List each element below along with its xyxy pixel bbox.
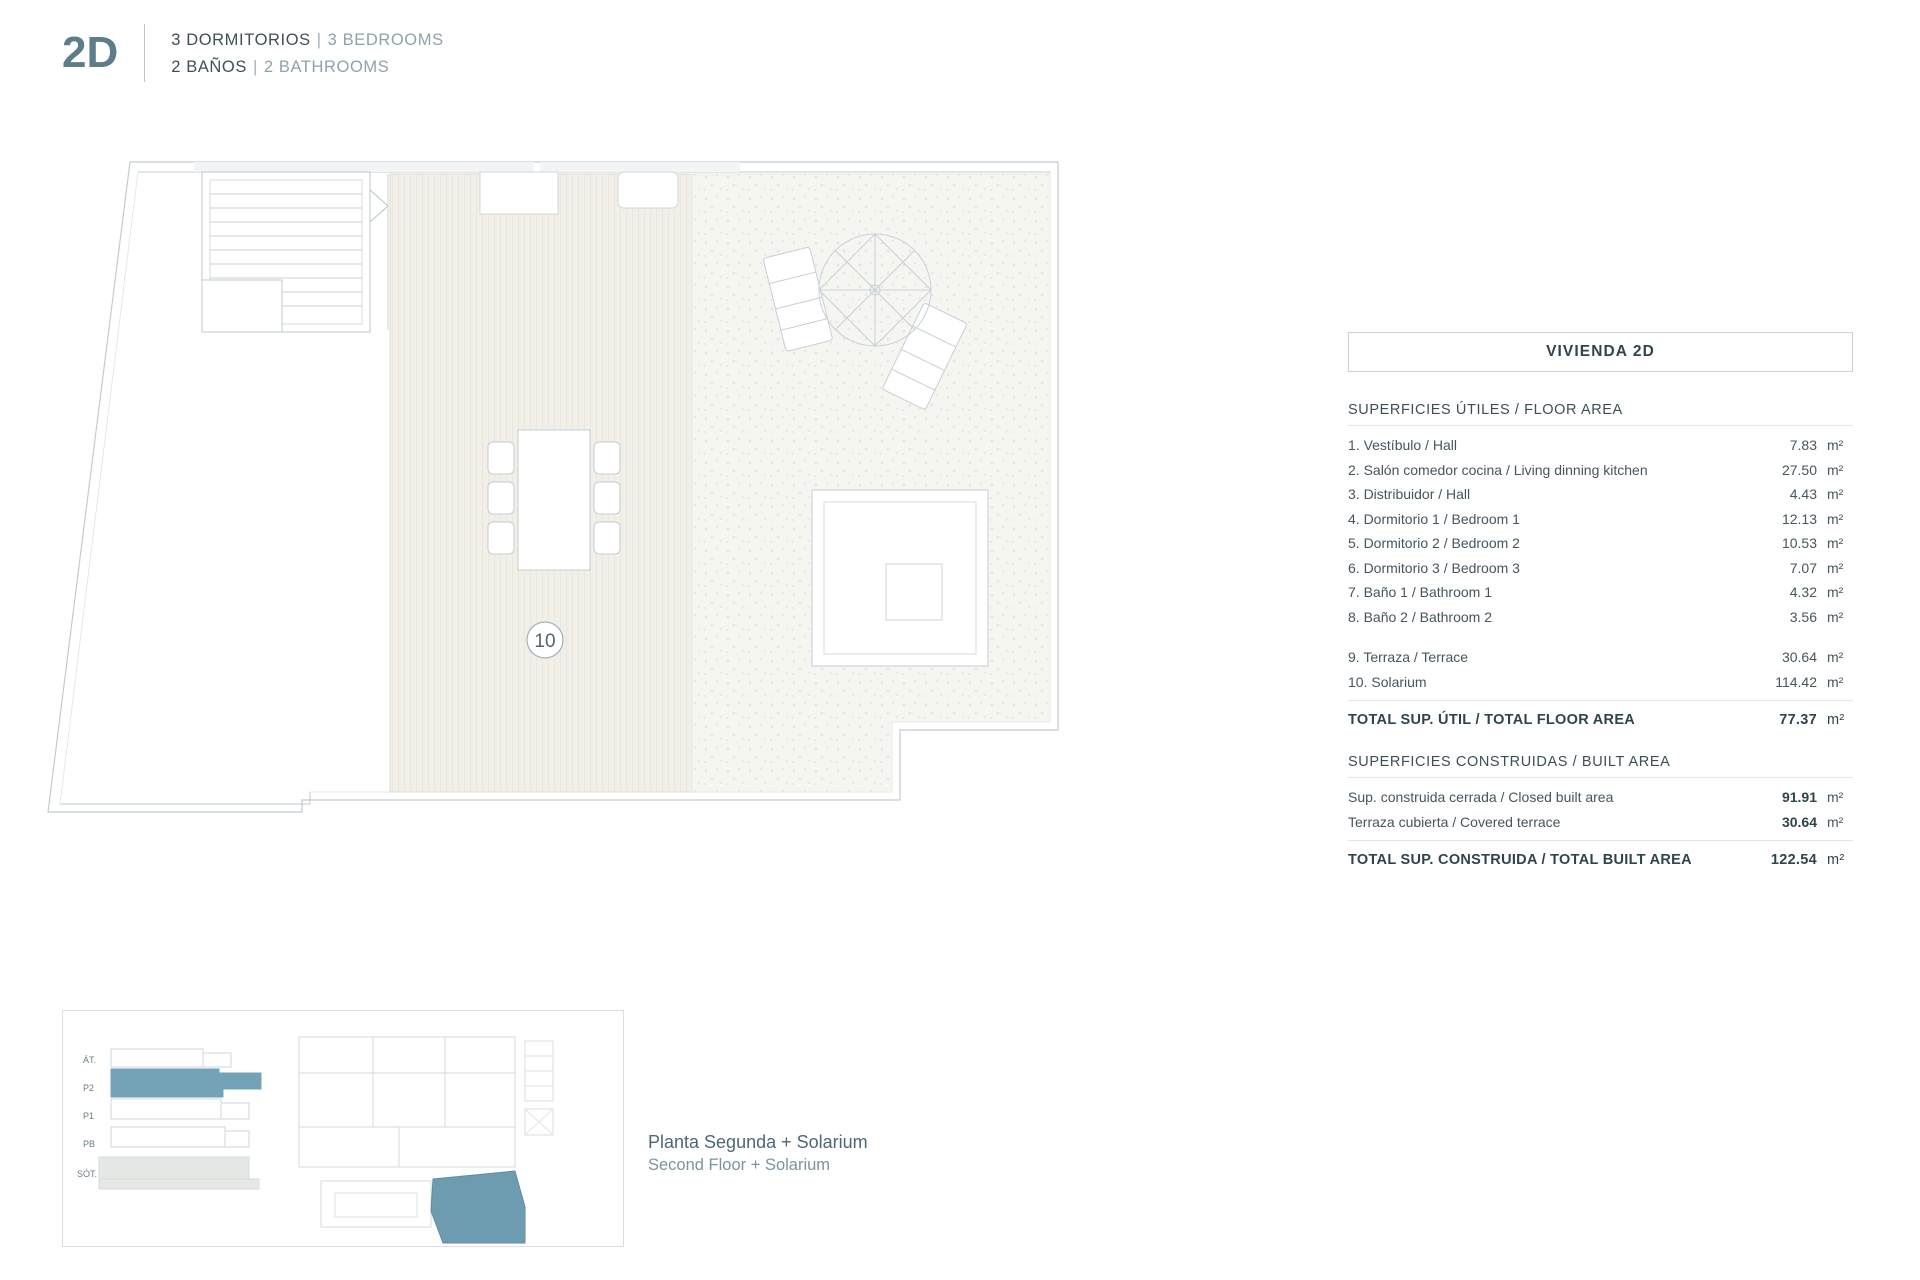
room-label: 10. Solarium [1348,673,1427,690]
total-built-area-row [1348,840,1853,868]
unit-code: 2D [62,28,119,77]
level-label-atico: ÁT. [83,1055,97,1065]
pool [812,490,988,666]
list-spacer [1348,631,1853,645]
table-row [1348,810,1853,835]
room-label: 6. Dormitorio 3 / Bedroom 3 [1348,559,1520,576]
room-value: 114.42 [1775,673,1817,690]
room-label: 3. Distribuidor / Hall [1348,486,1471,502]
room-unit: m² [1827,486,1844,502]
table-row [1348,785,1853,810]
room-unit: m² [1827,510,1844,527]
level-label-p1: P1 [83,1111,95,1121]
table-row [1348,556,1853,581]
site-plan-diagram [299,1037,553,1243]
level-label-pb: PB [83,1139,96,1149]
table-row [1348,482,1853,507]
header-spec-lines [171,29,443,77]
parasol-icon [819,234,931,346]
built-area-list [1348,785,1853,834]
section-spacer [1348,728,1853,754]
built-area-section-title: SUPERFICIES CONSTRUIDAS / BUILT AREA [1348,754,1853,778]
room-label: 4. Dormitorio 1 / Bedroom 1 [1348,510,1520,527]
table-row [1348,605,1853,630]
table-row [1348,670,1853,695]
total-floor-area-value: 77.37 [1779,712,1817,728]
page-header [62,24,444,82]
bathrooms-separator: | [252,58,258,76]
room-label: 7. Baño 1 / Bathroom 1 [1348,584,1492,600]
outdoor-area-list [1348,645,1853,694]
room-label: 9. Terraza / Terrace [1348,649,1469,665]
highlighted-unit-footprint [431,1171,525,1243]
room-label: 2. Salón comedor cocina / Living dinning kitchen [1348,461,1648,478]
floor-plan-drawing [20,150,1330,830]
bedrooms-row [171,31,443,50]
gravel-area [692,174,1050,792]
bedrooms-es: 3 DORMITORIOS [171,31,311,49]
room-value: 3.56 [1789,608,1817,625]
table-row [1348,433,1853,458]
built-label: Terraza cubierta / Covered terrace [1348,813,1561,830]
room-unit: m² [1827,584,1844,600]
room-value: 4.32 [1789,584,1817,600]
floor-caption-en: Second Floor + Solarium [648,1156,831,1175]
total-floor-area-row [1348,700,1853,728]
table-row [1348,580,1853,605]
chairs-right [594,442,620,554]
level-label-p2: P2 [83,1083,95,1093]
built-label: Sup. construida cerrada / Closed built area [1348,789,1614,805]
floor-caption [648,1130,868,1177]
room-unit: m² [1827,535,1844,551]
room-unit: m² [1827,461,1844,478]
room-label: 8. Baño 2 / Bathroom 2 [1348,608,1492,625]
room-unit: m² [1827,649,1844,665]
total-built-area-value: 122.54 [1770,852,1817,868]
room-area-list [1348,433,1853,629]
bathrooms-es: 2 BAÑOS [171,58,247,76]
building-section-diagram [77,1049,261,1189]
total-built-area-label: TOTAL SUP. CONSTRUIDA / TOTAL BUILT AREA [1348,852,1692,868]
room-value: 27.50 [1781,461,1817,478]
room-value: 4.43 [1789,486,1817,502]
room-marker-10 [527,622,563,658]
built-unit: m² [1827,789,1844,805]
room-value: 30.64 [1781,649,1817,665]
unit-title-box [1348,332,1853,372]
table-row [1348,531,1853,556]
room-unit: m² [1827,437,1844,453]
stairwell [202,172,388,332]
dining-set [488,430,620,570]
level-label-sotano: SÓT. [77,1169,98,1179]
room-unit: m² [1827,673,1844,690]
bathrooms-row [171,58,443,77]
room-value: 7.83 [1789,437,1817,453]
floor-caption-es: Planta Segunda + Solarium [648,1132,868,1152]
total-built-area-unit: m² [1827,852,1845,868]
table-row [1348,458,1853,483]
room-unit: m² [1827,608,1844,625]
room-value: 12.13 [1781,510,1817,527]
floor-area-section-title: SUPERFICIES ÚTILES / FLOOR AREA [1348,402,1853,426]
keyplan-box [62,1010,624,1247]
total-floor-area-unit: m² [1827,712,1845,728]
room-marker-10-label: 10 [534,631,556,652]
room-unit: m² [1827,559,1844,576]
room-value: 7.07 [1789,559,1817,576]
table-row [1348,507,1853,532]
total-floor-area-label: TOTAL SUP. ÚTIL / TOTAL FLOOR AREA [1348,712,1636,728]
room-label: 1. Vestíbulo / Hall [1348,437,1457,453]
bedrooms-separator: | [316,31,322,49]
table-row [1348,645,1853,670]
chairs-left [488,442,514,554]
unit-title: VIVIENDA 2D [1546,343,1655,360]
built-value: 91.91 [1781,789,1817,805]
built-value: 30.64 [1781,813,1817,830]
bedrooms-en: 3 BEDROOMS [327,31,444,49]
built-unit: m² [1827,813,1844,830]
bathrooms-en: 2 BATHROOMS [263,58,390,76]
area-schedule-panel [1348,332,1853,868]
room-label: 5. Dormitorio 2 / Bedroom 2 [1348,535,1520,551]
header-divider [144,24,145,82]
room-value: 10.53 [1781,535,1817,551]
